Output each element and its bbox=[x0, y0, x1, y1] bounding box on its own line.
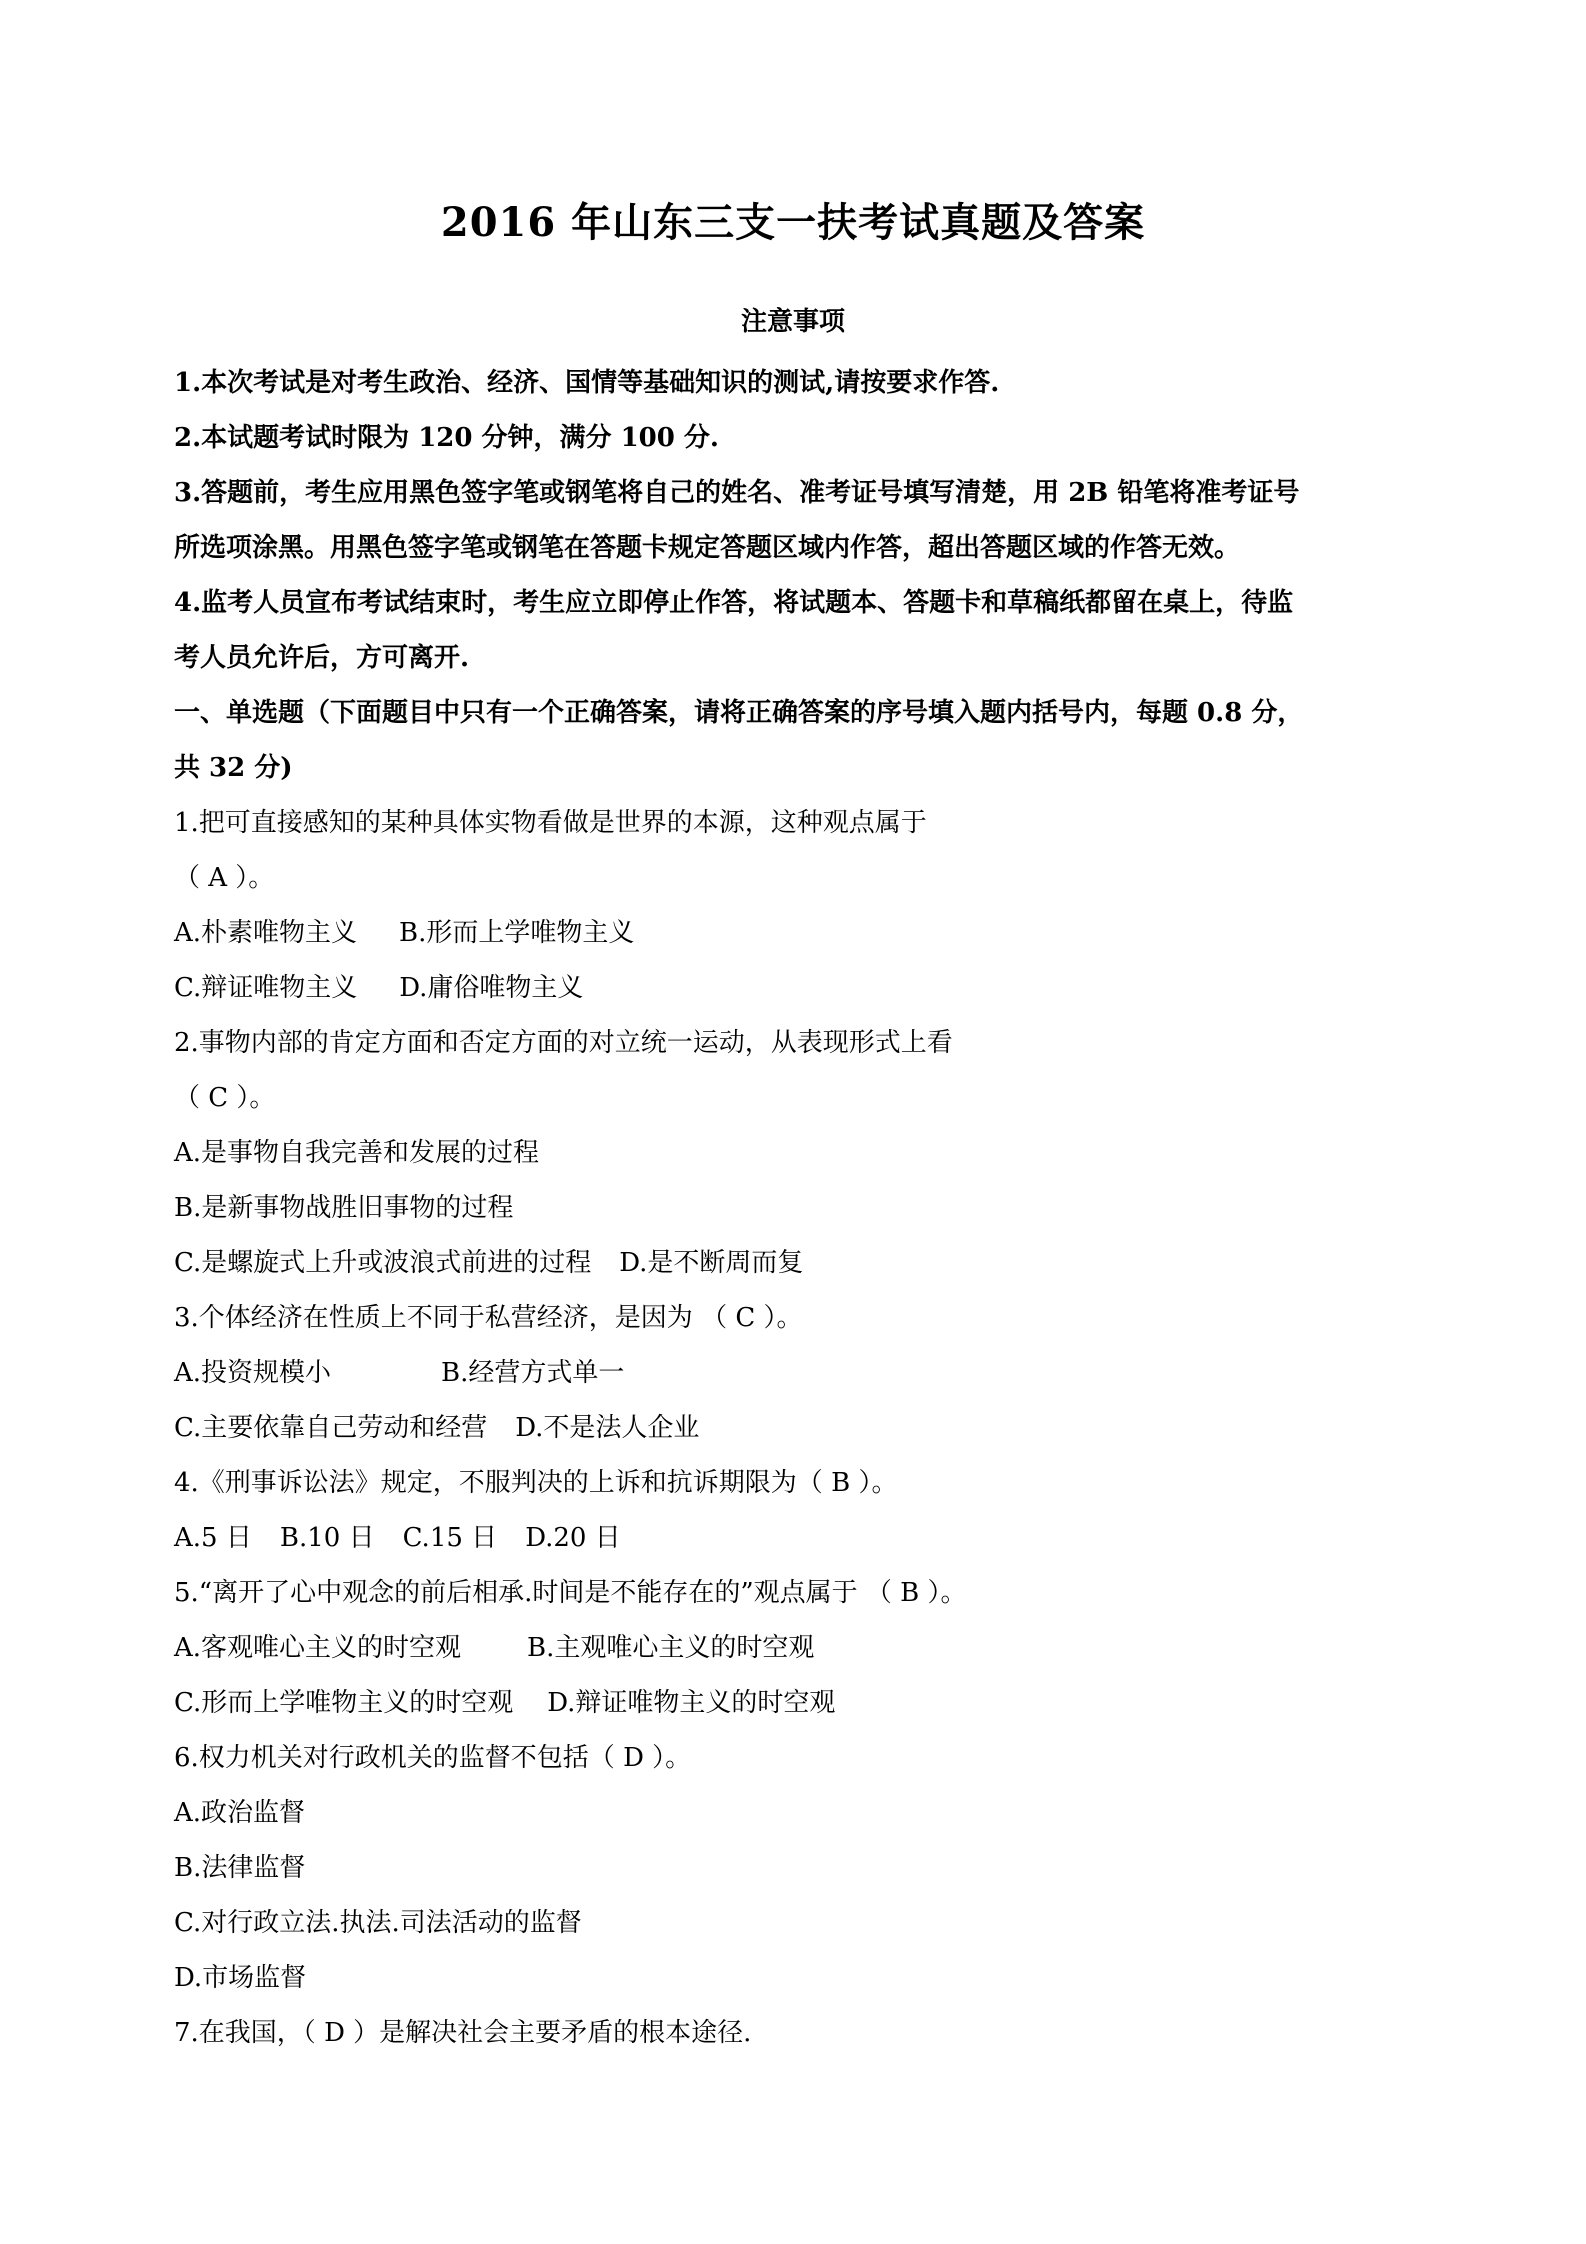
option-row bbox=[174, 1236, 1386, 1291]
option: B.法律监督 bbox=[174, 1853, 306, 1883]
option: B.经营方式单一 bbox=[441, 1358, 625, 1388]
option: A.投资规模小 bbox=[174, 1358, 332, 1388]
notice-item: 考人员允许后，方可离开. bbox=[174, 643, 470, 673]
question-stem: 3.个体经济在性质上不同于私营经济，是因为 （ C ）。 bbox=[174, 1303, 803, 1333]
option: B.主观唯心主义的时空观 bbox=[527, 1633, 815, 1663]
question-stem: 5.“离开了心中观念的前后相承.时间是不能存在的”观点属于 （ B ）。 bbox=[174, 1578, 967, 1608]
option: C.形而上学唯物主义的时空观 bbox=[174, 1688, 514, 1718]
option: C.辩证唯物主义 bbox=[174, 973, 358, 1003]
notice-item: 4.监考人员宣布考试结束时，考生应立即停止作答，将试题本、答题卡和草稿纸都留在桌上，待监 bbox=[174, 588, 1294, 618]
option: A.5 日 bbox=[174, 1523, 252, 1553]
option: D.辩证唯物主义的时空观 bbox=[547, 1688, 836, 1718]
question-answer: （ A ）。 bbox=[174, 863, 275, 893]
section-heading-continued: 共 32 分) bbox=[174, 753, 293, 783]
option: A.朴素唯物主义 bbox=[174, 918, 358, 948]
document-body bbox=[174, 356, 1386, 2061]
question-stem: 7.在我国，（ D ）是解决社会主要矛盾的根本途径. bbox=[174, 2018, 752, 2048]
option: C.15 日 bbox=[402, 1523, 498, 1553]
option: D.不是法人企业 bbox=[515, 1413, 700, 1443]
option-row bbox=[174, 1676, 1386, 1731]
option: D.20 日 bbox=[525, 1523, 621, 1553]
notice-item: 1.本次考试是对考生政治、经济、国情等基础知识的测试,请按要求作答. bbox=[174, 368, 1000, 398]
option-row bbox=[174, 906, 1386, 961]
question-answer: （ C ）。 bbox=[174, 1083, 276, 1113]
notice-item: 3.答题前，考生应用黑色签字笔或钢笔将自己的姓名、准考证号填写清楚，用 2B 铅笔将准考证号 bbox=[174, 478, 1300, 508]
option: B.是新事物战胜旧事物的过程 bbox=[174, 1193, 514, 1223]
question-stem: 2.事物内部的肯定方面和否定方面的对立统一运动，从表现形式上看 bbox=[174, 1028, 953, 1058]
option: D.市场监督 bbox=[174, 1963, 307, 1993]
option-row bbox=[174, 1621, 1386, 1676]
option: A.客观唯心主义的时空观 bbox=[174, 1633, 462, 1663]
question-stem: 6.权力机关对行政机关的监督不包括（ D ）。 bbox=[174, 1743, 692, 1773]
option: B.形而上学唯物主义 bbox=[399, 918, 635, 948]
notice-item: 2.本试题考试时限为 120 分钟，满分 100 分. bbox=[174, 423, 719, 453]
notice-item: 所选项涂黑。用黑色签字笔或钢笔在答题卡规定答题区域内作答，超出答题区域的作答无效。 bbox=[174, 533, 1241, 563]
option: D.是不断周而复 bbox=[619, 1248, 804, 1278]
notice-heading: 注意事项 bbox=[740, 307, 845, 337]
option: C.对行政立法.执法.司法活动的监督 bbox=[174, 1908, 582, 1938]
option: C.是螺旋式上升或波浪式前进的过程 bbox=[174, 1248, 592, 1278]
question-stem: 4.《刑事诉讼法》规定，不服判决的上诉和抗诉期限为（ B ）。 bbox=[174, 1468, 898, 1498]
option: A.是事物自我完善和发展的过程 bbox=[174, 1138, 540, 1168]
question-stem: 1.把可直接感知的某种具体实物看做是世界的本源，这种观点属于 bbox=[174, 808, 927, 838]
option-row bbox=[174, 1346, 1386, 1401]
option: B.10 日 bbox=[279, 1523, 375, 1553]
option: D.庸俗唯物主义 bbox=[399, 973, 584, 1003]
option: A.政治监督 bbox=[174, 1798, 306, 1828]
option-row bbox=[174, 1401, 1386, 1456]
option: C.主要依靠自己劳动和经营 bbox=[174, 1413, 488, 1443]
option-row bbox=[174, 1511, 1386, 1566]
section-heading: 一、单选题（下面题目中只有一个正确答案，请将正确答案的序号填入题内括号内，每题 0.8 分， bbox=[174, 698, 1304, 728]
option-row bbox=[174, 961, 1386, 1016]
document-title: 2016 年山东三支一扶考试真题及答案 bbox=[440, 199, 1146, 246]
